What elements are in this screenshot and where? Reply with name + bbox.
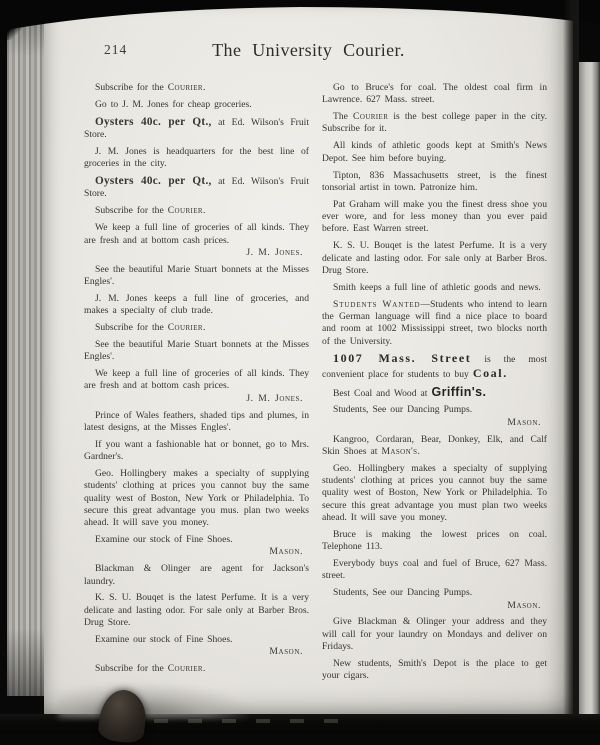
page-lift-shadow — [58, 684, 248, 718]
ad-paragraph — [322, 434, 547, 459]
ad-text: J. M. Jones keeps a full line of groceries, and makes a specialty of club trade. — [84, 292, 309, 317]
ad-signature: Mason. — [269, 546, 303, 558]
ad-paragraph — [84, 410, 309, 435]
ad-paragraph — [84, 293, 309, 318]
ad-paragraph — [322, 140, 547, 165]
ad-text: . — [417, 445, 420, 457]
ad-paragraph — [322, 170, 547, 195]
ad-text: Examine our stock of Fine Shoes. — [95, 633, 233, 645]
ad-text: We keep a full line of groceries of all kinds. They are fresh and at bottom cash prices. — [84, 368, 309, 392]
ad-text: Go to Bruce's for coal. The oldest coal firm in Lawrence. 627 Mass. street. — [322, 82, 547, 106]
ad-paragraph — [322, 199, 547, 236]
ad-signature: J. M. Jones. — [246, 246, 303, 258]
ad-text: is the most convenient place for students to buy — [322, 354, 547, 380]
ad-text: Kangroo, Cordaran, Bear, Donkey, Elk, and Calf Skin Shoes at — [322, 433, 547, 457]
ad-paragraph — [322, 404, 547, 429]
page-header — [44, 4, 573, 72]
ad-text: Courier. — [167, 322, 206, 334]
ad-signature: Mason. — [507, 599, 541, 611]
ad-paragraph — [322, 658, 547, 683]
ad-paragraph — [84, 563, 309, 588]
ad-text: at Ed. Wilson's Fruit Store. — [84, 176, 310, 200]
ad-paragraph — [84, 175, 309, 201]
ad-text: Students, See our Dancing Pumps. — [333, 587, 473, 599]
ad-text: If you want a fashionable hat or bonnet, go to Mrs. Gardner's. — [84, 438, 309, 463]
ad-paragraph — [84, 439, 309, 464]
ad-text: —Students who intend to learn the German language will find a nice place to board and room at 1002 Mississippi street, two blocks north of the University. — [322, 298, 547, 347]
ad-text: Blackman & Olinger are agent for Jackson's laundry. — [84, 563, 309, 587]
ad-text: 1007 Mass. Street — [333, 351, 472, 366]
ad-text: Examine our stock of Fine Shoes. — [95, 534, 233, 546]
ad-paragraph — [322, 111, 547, 136]
ad-paragraph — [322, 558, 547, 583]
ad-paragraph — [84, 222, 309, 259]
ad-text: Give Blackman & Olinger your address and they will call for your laundry on Mondays and deliver on Fridays. — [322, 616, 547, 653]
ad-text: We keep a full line of groceries of all kinds. They are fresh and at bottom cash prices. — [84, 222, 309, 246]
ad-paragraph — [84, 663, 309, 675]
ad-text: New students, Smith's Depot is the place to get your cigars. — [322, 657, 547, 682]
ad-paragraph — [84, 339, 309, 364]
right-column — [322, 82, 547, 687]
ad-text: Prince of Wales feathers, shaded tips and plumes, in latest designs, at the Misses Engles'. — [84, 409, 309, 433]
ad-text: Geo. Hollingbery makes a specialty of supplying students' clothing at prices you cannot buy the same quality west of Boston, New York or Philadelphia. To secure this great advantage you mus. plan two weeks ahead. It will save you money. — [84, 468, 309, 529]
ad-signature: J. M. Jones. — [246, 392, 303, 404]
ad-text: Go to J. M. Jones for cheap groceries. — [95, 98, 252, 110]
ad-text: Courier. — [167, 205, 206, 217]
ad-paragraph — [84, 592, 309, 629]
ad-text: Oysters 40c. per Qt., — [95, 175, 212, 188]
ad-text: Geo. Hollingbery makes a specialty of supplying students' clothing at prices you cannot buy the same quality west of Boston, New York or Philadelphia. To secure this great advantage you must plan two weeks ahead. It will save you money. — [322, 462, 547, 524]
ad-text: Coal. — [472, 365, 508, 380]
ad-columns — [44, 72, 573, 687]
ad-text: Courier. — [167, 663, 206, 675]
ad-text: Bruce is making the lowest prices on coal. Telephone 113. — [322, 528, 547, 553]
ad-text: Smith keeps a full line of athletic goods and news. — [333, 281, 541, 293]
ad-paragraph — [322, 299, 547, 348]
page-number: 214 — [104, 42, 128, 57]
ad-text: See the beautiful Marie Stuart bonnets at the Misses Engles'. — [84, 263, 309, 288]
ad-text: Best Coal and Wood at — [333, 387, 432, 399]
page-title: The University Courier. — [212, 40, 405, 60]
ad-paragraph — [84, 146, 309, 171]
ad-paragraph — [84, 634, 309, 659]
ad-signature: Mason. — [507, 416, 541, 428]
ad-text: Subscribe for the — [95, 82, 168, 93]
ad-text: Subscribe for the — [95, 322, 168, 334]
ad-text: Oysters 40c. per Qt., — [95, 115, 212, 128]
ad-text: is the best college paper in the city. Subscribe for it. — [322, 111, 547, 135]
ad-text: See the beautiful Marie Stuart bonnets at the Misses Engles'. — [84, 338, 309, 363]
table-surface-marks — [120, 719, 340, 723]
ad-paragraph — [84, 368, 309, 405]
ad-text: Courier — [353, 111, 389, 123]
ad-paragraph — [84, 322, 309, 334]
ad-text: J. M. Jones is headquarters for the best line of groceries in the city. — [84, 145, 309, 170]
book-page-edges — [7, 16, 46, 696]
ad-paragraph — [322, 240, 547, 277]
facing-page-edge — [579, 62, 600, 714]
ad-paragraph — [322, 386, 547, 400]
ad-paragraph — [84, 468, 309, 529]
ad-signature: Mason. — [269, 646, 303, 658]
ad-text: Mason's — [381, 445, 418, 457]
ad-paragraph — [322, 282, 547, 294]
ad-paragraph — [322, 463, 547, 524]
ad-text: Pat Graham will make you the finest dress shoe you ever wore, and for less money than you ever paid before. East Warren street. — [322, 198, 547, 235]
ad-paragraph — [322, 616, 547, 653]
ad-text: Griffin's. — [431, 384, 487, 399]
ad-text: K. S. U. Bouqet is the latest Perfume. It is a very delicate and lasting odor. For sale only at Barber Bros. Drug Store. — [84, 592, 309, 629]
ad-text: Subscribe for the — [95, 205, 168, 217]
ad-text: Students, See our Dancing Pumps. — [333, 404, 473, 416]
book-gutter-crease — [563, 0, 579, 733]
ad-paragraph — [322, 529, 547, 554]
ad-paragraph — [322, 82, 547, 107]
ad-text: at Ed. Wilson's Fruit Store. — [84, 116, 310, 141]
photo-corner-shadow — [0, 0, 46, 40]
ad-text: Tipton, 836 Massachusetts street, is the finest tonsorial artist in town. Patronize him. — [322, 169, 547, 193]
book-page — [44, 4, 573, 716]
ad-paragraph — [84, 264, 309, 289]
ad-text: The — [333, 111, 354, 123]
ad-paragraph — [322, 352, 547, 381]
ad-text: K. S. U. Bouqet is the latest Perfume. It is a very delicate and lasting odor. For sale only at Barber Bros. Drug Store. — [322, 240, 547, 276]
ad-paragraph — [84, 82, 309, 94]
ad-paragraph — [84, 99, 309, 111]
ad-text: Students Wanted — [333, 298, 421, 310]
ad-text: Courier. — [167, 82, 206, 93]
ad-paragraph — [84, 205, 309, 217]
ad-text: Subscribe for the — [95, 663, 168, 675]
ad-paragraph — [84, 116, 309, 142]
ad-text: Everybody buys coal and fuel of Bruce, 627 Mass. street. — [322, 558, 547, 582]
ad-text: All kinds of athletic goods kept at Smith's News Depot. See him before buying. — [322, 140, 547, 164]
ad-paragraph — [322, 587, 547, 612]
ad-paragraph — [84, 534, 309, 559]
left-column — [84, 82, 309, 687]
